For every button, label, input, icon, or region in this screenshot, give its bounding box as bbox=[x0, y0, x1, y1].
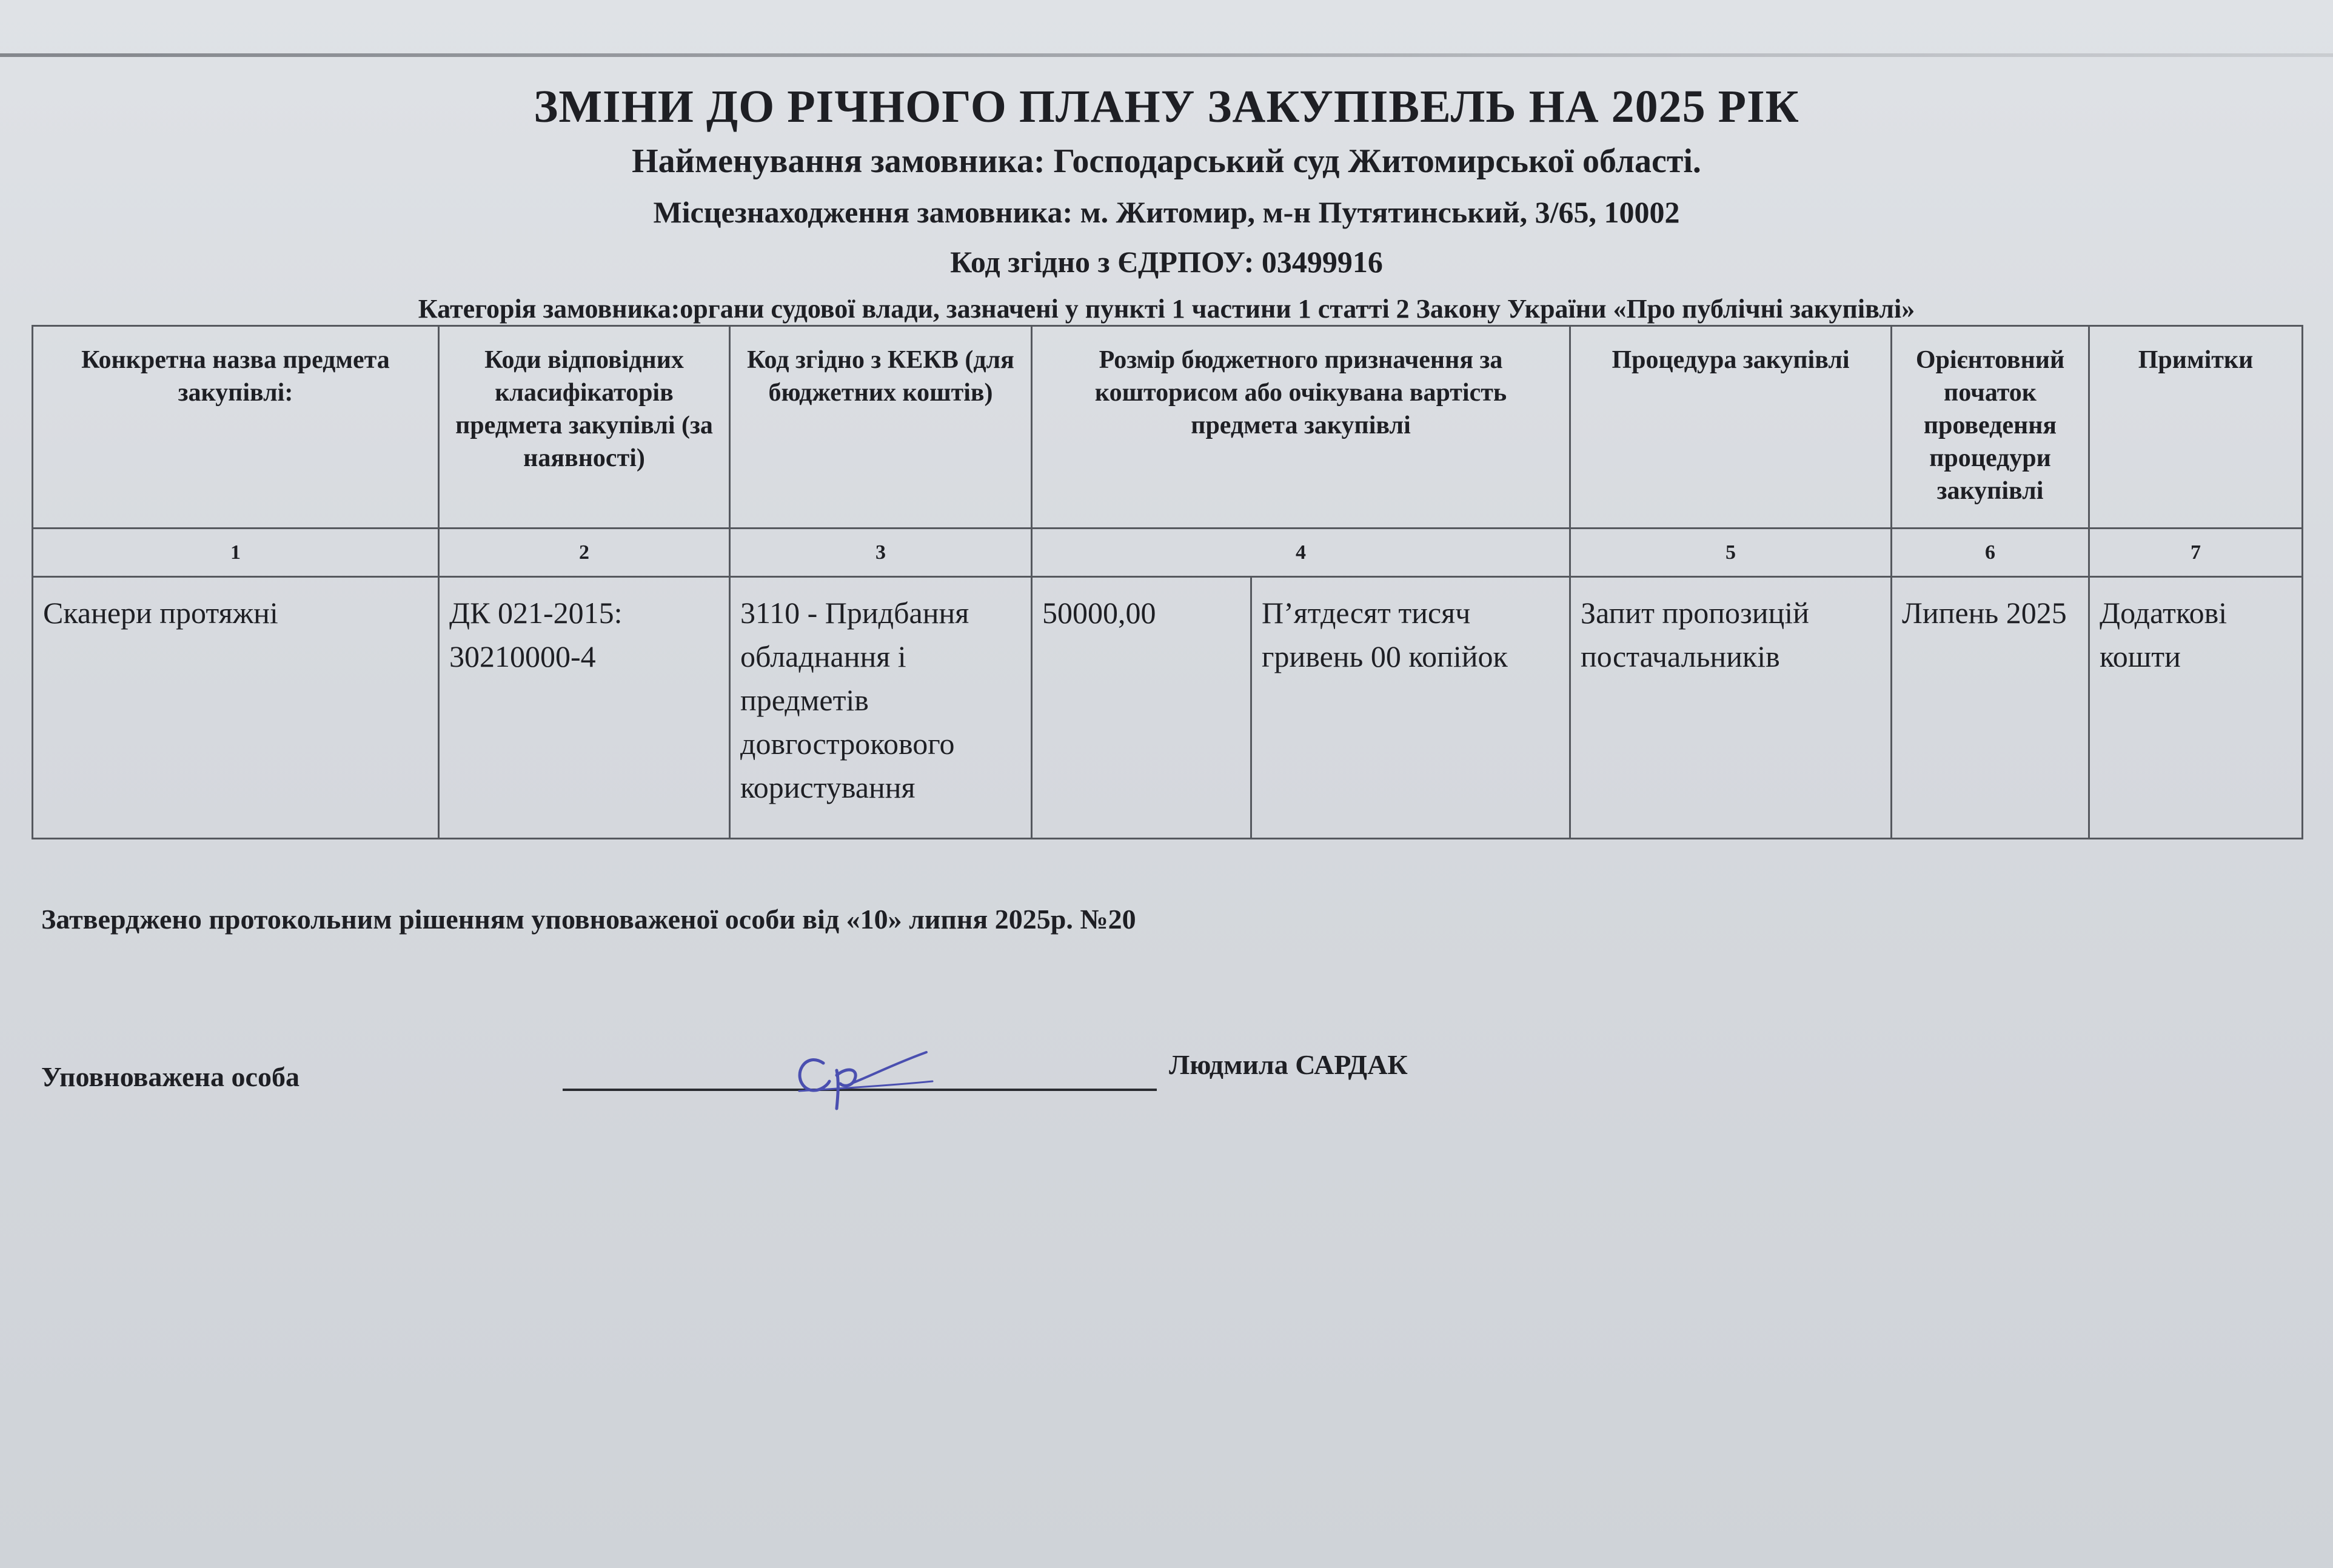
column-number: 3 bbox=[730, 529, 1032, 577]
cell-notes: Додаткові кошти bbox=[2089, 577, 2303, 839]
cell-classifier-code: ДК 021-2015: 30210000-4 bbox=[439, 577, 730, 839]
column-number-row bbox=[33, 529, 2303, 577]
handwritten-signature bbox=[781, 1039, 939, 1112]
header-notes: Примітки bbox=[2089, 326, 2303, 529]
column-number: 4 bbox=[1032, 529, 1570, 577]
column-number: 1 bbox=[33, 529, 439, 577]
column-number: 2 bbox=[439, 529, 730, 577]
column-number: 5 bbox=[1570, 529, 1892, 577]
header-item-name: Конкретна назва предмета закупівлі: bbox=[33, 326, 439, 529]
cell-item-name: Сканери протяжні bbox=[33, 577, 439, 839]
cell-procedure: Запит пропозицій постачальників bbox=[1570, 577, 1892, 839]
approval-statement: Затверджено протокольним рішенням уповноваженої особи від «10» липня 2025р. №20 bbox=[41, 904, 1136, 935]
header-classifier-codes: Коди відповідних класифікаторів предмета закупівлі (за наявності) bbox=[439, 326, 730, 529]
header-budget-amount: Розмір бюджетного призначення за кошторисом або очікувана вартість предмета закупівлі bbox=[1032, 326, 1570, 529]
signatory-name: Людмила САРДАК bbox=[1169, 1049, 1408, 1080]
cell-amount-number: 50000,00 bbox=[1032, 577, 1251, 839]
column-number: 6 bbox=[1892, 529, 2089, 577]
table-header-row bbox=[33, 326, 2303, 529]
column-number: 7 bbox=[2089, 529, 2303, 577]
document-title: ЗМІНИ ДО РІЧНОГО ПЛАНУ ЗАКУПІВЕЛЬ НА 2025 РІК bbox=[534, 81, 1799, 132]
signature-block bbox=[41, 1043, 1496, 1115]
cell-amount-words: П’ятдесят тисяч гривень 00 копійок bbox=[1251, 577, 1570, 839]
document-header bbox=[0, 78, 2333, 332]
table-row bbox=[33, 577, 2303, 839]
cell-kekv-code: 3110 - Придбання обладнання і предметів довгострокового користування bbox=[730, 577, 1032, 839]
header-start-date: Орієнтовний початок проведення процедури закупівлі bbox=[1892, 326, 2089, 529]
customer-category: Категорія замовника:органи судової влади, зазначені у пункті 1 частини 1 статті 2 Закону України «Про публічні закупівлі» bbox=[418, 294, 1915, 324]
header-kekv-code: Код згідно з КЕКВ (для бюджетних коштів) bbox=[730, 326, 1032, 529]
customer-location: Місцезнаходження замовника: м. Житомир, м-н Путятинський, 3/65, 10002 bbox=[653, 195, 1680, 229]
customer-name: Найменування замовника: Господарський суд Житомирської області. bbox=[632, 142, 1701, 180]
paper-edge-line bbox=[0, 53, 2333, 57]
signatory-label: Уповноважена особа bbox=[41, 1061, 300, 1092]
procurement-plan-table bbox=[32, 325, 2303, 839]
cell-start-date: Липень 2025 bbox=[1892, 577, 2089, 839]
edrpou-code: Код згідно з ЄДРПОУ: 03499916 bbox=[950, 245, 1383, 279]
header-procedure: Процедура закупівлі bbox=[1570, 326, 1892, 529]
